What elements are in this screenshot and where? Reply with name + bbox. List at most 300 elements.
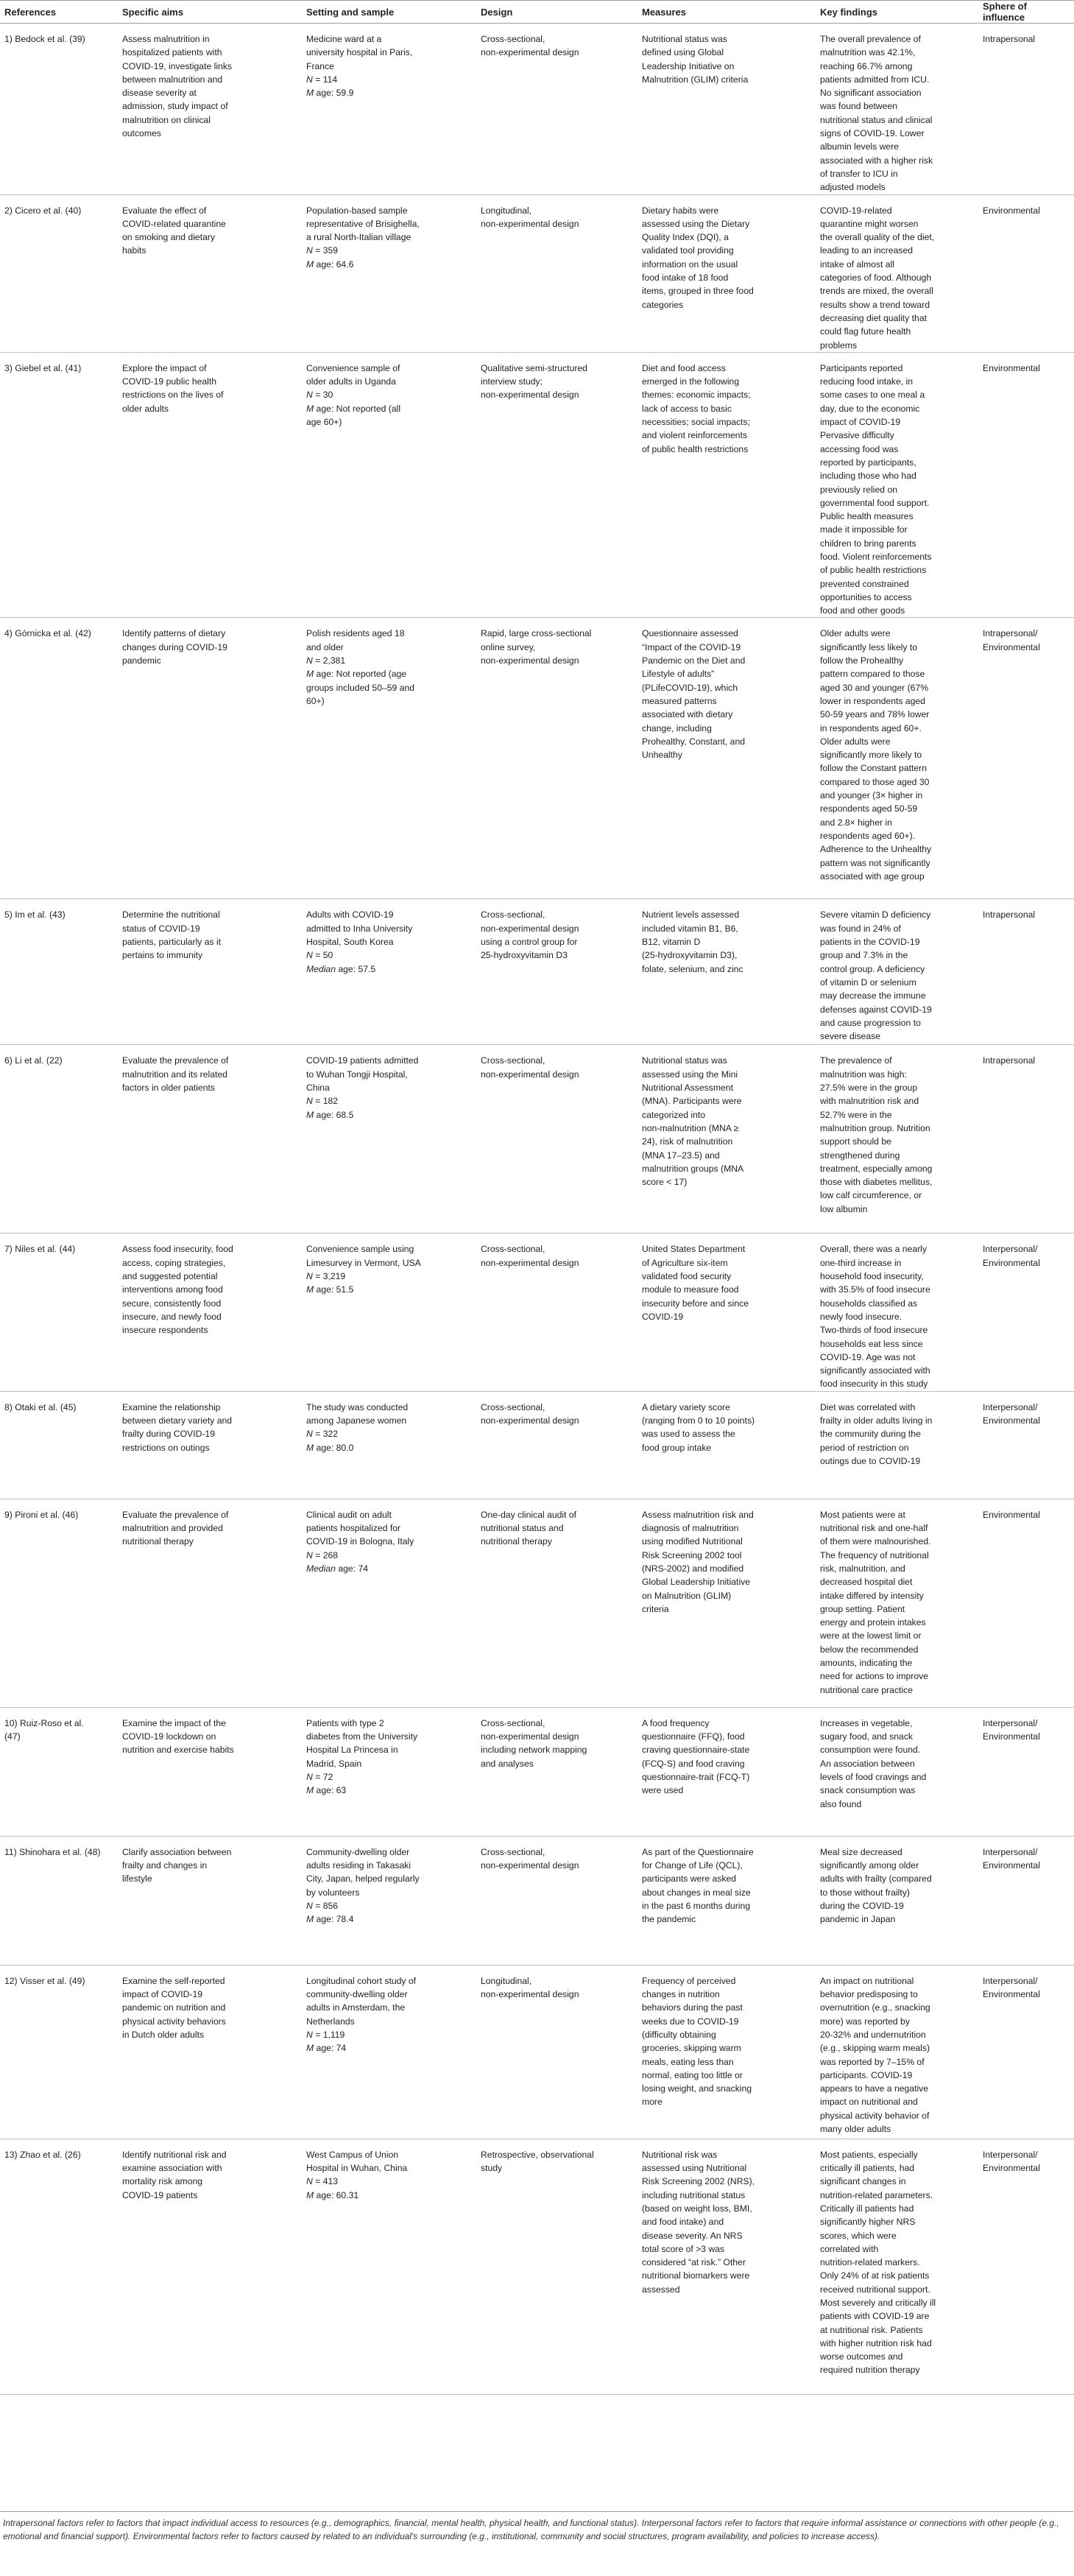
findings-cell-line: required nutrition therapy <box>820 2365 920 2376</box>
aims-cell-line: older adults <box>122 403 169 414</box>
measures-cell-line: for Change of Life (QCL), <box>642 1860 743 1871</box>
findings-cell-line: with higher nutrition risk had <box>820 2337 932 2348</box>
sample-age-value: age: 64.6 <box>314 258 354 270</box>
measures-cell-line: assessed using the Dietary <box>642 218 750 229</box>
table-row <box>0 1836 1074 1965</box>
findings-cell-line: An impact on nutritional <box>820 1975 914 1986</box>
findings-cell-line: accessing food was <box>820 443 899 454</box>
measures-cell-line: assessed using Nutritional <box>642 2163 747 2174</box>
design-cell-line: using a control group for <box>481 937 578 948</box>
findings-cell-line: critically ill patients, had <box>820 2163 915 2174</box>
aims-cell-line: interventions among food <box>122 1284 223 1295</box>
aims-cell-line: examine association with <box>122 2163 222 2174</box>
findings-cell-line: impact of COVID-19 <box>820 417 901 428</box>
findings-cell-line: albumin levels were <box>820 141 900 152</box>
aims-cell-line: Assess malnutrition in <box>122 34 210 44</box>
aims-cell-line: between dietary variety and <box>122 1415 233 1426</box>
findings-cell-line: Diet was correlated with <box>820 1401 916 1412</box>
sample-size <box>306 1270 472 1283</box>
measures-cell-line: disease severity. An NRS <box>642 2230 743 2241</box>
table-header-row <box>0 1 1074 24</box>
measures-cell <box>637 899 816 1045</box>
sample-age-value: age: 51.5 <box>314 1284 354 1295</box>
findings-cell-line: Most patients were at <box>820 1509 905 1520</box>
sample-age-label: M <box>306 258 314 270</box>
table-row <box>0 1391 1074 1499</box>
findings-cell-line: with malnutrition risk and <box>820 1096 919 1107</box>
findings-cell-line: governmental food support. <box>820 497 930 508</box>
sample-age-label: M <box>306 1109 314 1120</box>
setting-cell-line: adults in Amsterdam, the <box>306 2002 406 2013</box>
sample-age-value: age: Not reported (age <box>314 669 407 680</box>
findings-cell-line: was found between <box>820 101 898 112</box>
header-references: References <box>0 1 118 24</box>
sample-size <box>306 1770 472 1784</box>
setting-cell-line: Medicine ward at a <box>306 34 382 44</box>
aims-cell-line: frailty during COVID-19 <box>122 1429 215 1440</box>
sample-size-label: N <box>306 1096 313 1107</box>
measures-cell-line: Malnutrition (GLIM) criteria <box>642 74 749 85</box>
findings-cell-line: follow the Constant pattern <box>820 763 927 774</box>
aims-cell-line: changes during COVID-19 <box>122 641 227 652</box>
findings-cell-line: correlated with <box>820 2243 879 2254</box>
findings-cell-line: physical activity behavior of <box>820 2110 930 2121</box>
findings-cell-line: many older adults <box>820 2124 891 2134</box>
measures-cell <box>637 1836 816 1965</box>
measures-cell-line: (PLifeCOVID-19), which <box>642 682 738 693</box>
findings-cell-line: signs of COVID-19. Lower <box>820 128 925 139</box>
table-body <box>0 24 1074 2395</box>
findings-cell-line: patients with COVID-19 are <box>820 2311 930 2322</box>
sample-size <box>306 2028 472 2041</box>
findings-cell-line: period of restriction on <box>820 1442 909 1453</box>
table-row <box>0 1045 1074 1234</box>
sample-age <box>306 667 472 680</box>
sample-age-label: Median <box>306 963 336 974</box>
sphere-cell-line: Environmental <box>983 1415 1040 1426</box>
aims-cell-line: Examine the relationship <box>122 1401 221 1412</box>
findings-cell-line: Adherence to the Unhealthy <box>820 844 932 855</box>
findings-cell-line: nutrition-related parameters. <box>820 2189 933 2200</box>
sample-age-value: age: 59.9 <box>314 88 354 99</box>
sample-age-value: age: 80.0 <box>314 1442 354 1453</box>
design-cell-line: and analyses <box>481 1758 534 1769</box>
aims-cell-line: COVID-related quarantine <box>122 218 226 229</box>
measures-cell-line: A dietary variety score <box>642 1401 730 1412</box>
design-cell-line: non-experimental design <box>481 1860 579 1871</box>
design-cell-line: non-experimental design <box>481 923 579 934</box>
setting-cell-line: COVID-19 patients admitted <box>306 1055 419 1066</box>
setting-cell-line: Adults with COVID-19 <box>306 909 394 921</box>
reference-cell-line: 4) Górnicka et al. (42) <box>4 628 91 639</box>
aims-cell-line: lifestyle <box>122 1873 152 1885</box>
findings-cell-line: group and 7.3% in the <box>820 950 908 961</box>
measures-cell-line: Unhealthy <box>642 750 682 761</box>
sample-age-label: M <box>306 1442 314 1453</box>
measures-cell-line: assessed using the Mini <box>642 1069 738 1080</box>
aims-cell <box>118 618 302 899</box>
measures-cell-line: Frequency of perceived <box>642 1975 736 1986</box>
design-cell-line: interview study; <box>481 376 543 387</box>
sample-size-value: = 359 <box>315 245 339 256</box>
design-cell-line: Cross-sectional, <box>481 1401 545 1412</box>
sample-size-value: = 2,381 <box>315 655 346 666</box>
sample-age <box>306 1283 472 1296</box>
setting-cell-line: patients hospitalized for <box>306 1523 401 1534</box>
sphere-cell <box>978 1499 1074 1707</box>
findings-cell-line: (e.g., skipping warm meals) <box>820 2043 930 2054</box>
setting-cell-line: among Japanese women <box>306 1415 407 1426</box>
sphere-cell-line: Intrapersonal/ <box>983 628 1038 639</box>
measures-cell-line: information on the usual <box>642 258 738 270</box>
setting-cell-line: admitted to Inha University <box>306 923 413 934</box>
setting-cell-line: Polish residents aged 18 <box>306 628 405 639</box>
findings-cell-line: lower in respondents aged <box>820 695 925 706</box>
measures-cell-line: Diet and food access <box>642 362 726 373</box>
measures-cell-line: validated food security <box>642 1271 732 1282</box>
measures-cell-line: groceries, skipping warm <box>642 2043 741 2054</box>
reference-cell <box>0 1391 118 1499</box>
setting-cell <box>302 1045 476 1234</box>
header-specific-aims: Specific aims <box>118 1 302 24</box>
measures-cell-line: United States Department <box>642 1244 746 1255</box>
measures-cell-line: craving questionnaire-state <box>642 1745 750 1756</box>
measures-cell-line: B12, vitamin D <box>642 937 701 948</box>
findings-cell-line: of vitamin D or selenium <box>820 976 916 988</box>
measures-cell <box>637 1499 816 1707</box>
setting-cell-line: The study was conducted <box>306 1401 409 1412</box>
sphere-cell-line: Interpersonal/ <box>983 2149 1038 2160</box>
reference-cell <box>0 1836 118 1965</box>
design-cell <box>476 24 637 195</box>
findings-cell <box>816 2139 978 2394</box>
reference-cell <box>0 352 118 618</box>
findings-cell <box>816 1836 978 1965</box>
findings-cell-line: with 35.5% of food insecure <box>820 1284 930 1295</box>
sphere-cell-line: Interpersonal/ <box>983 1975 1038 1986</box>
aims-cell-line: pertains to immunity <box>122 950 203 961</box>
findings-cell <box>816 24 978 195</box>
aims-cell-line: restrictions on the lives of <box>122 390 224 401</box>
setting-cell-line: and older <box>306 641 344 652</box>
aims-cell-line: Evaluate the effect of <box>122 205 207 216</box>
sphere-cell <box>978 1707 1074 1836</box>
findings-cell-line: significantly more likely to <box>820 750 922 761</box>
findings-cell-line: adults with frailty (compared <box>820 1873 932 1885</box>
setting-cell <box>302 194 476 352</box>
findings-cell-line: one-third increase in <box>820 1257 902 1268</box>
design-cell-line: Longitudinal, <box>481 205 532 216</box>
reference-cell-line: 1) Bedock et al. (39) <box>4 34 85 44</box>
findings-cell-line: some cases to one meal a <box>820 390 925 401</box>
sample-age <box>306 258 472 271</box>
measures-cell <box>637 1707 816 1836</box>
measures-cell-line: behaviors during the past <box>642 2002 743 2013</box>
findings-cell-line: the community during the <box>820 1429 921 1440</box>
measures-cell-line: module to measure food <box>642 1284 739 1295</box>
sphere-cell-line: Environmental <box>983 641 1040 652</box>
findings-cell-line: reducing food intake, in <box>820 376 914 387</box>
sample-age-extra-line: groups included 50–59 and <box>306 682 415 693</box>
reference-cell <box>0 1965 118 2139</box>
header-sphere-of-influence: Sphere of influence <box>978 1 1074 24</box>
findings-cell-line: associated with age group <box>820 870 925 881</box>
sphere-cell <box>978 1045 1074 1234</box>
findings-cell <box>816 1391 978 1499</box>
measures-cell <box>637 1391 816 1499</box>
aims-cell-line: status of COVID-19 <box>122 923 200 934</box>
findings-cell-line: Public health measures <box>820 511 914 522</box>
sample-age-value: age: 60.31 <box>314 2189 359 2200</box>
setting-cell-line: Netherlands <box>306 2016 355 2027</box>
findings-cell-line: decreased hospital diet <box>820 1577 913 1588</box>
aims-cell-line: mortality risk among <box>122 2176 203 2187</box>
findings-cell-line: opportunities to access <box>820 591 912 602</box>
findings-cell-line: need for actions to improve <box>820 1671 929 1682</box>
sample-age-extra-line: 60+) <box>306 695 325 706</box>
findings-cell-line: was reported by 7–15% of <box>820 2056 925 2067</box>
setting-cell-line: Convenience sample using <box>306 1244 414 1255</box>
findings-cell-line: results show a trend toward <box>820 299 930 310</box>
aims-cell-line: impact of COVID-19 <box>122 1989 203 2000</box>
findings-cell-line: nutrition-related markers. <box>820 2257 920 2268</box>
table-row <box>0 899 1074 1045</box>
findings-cell-line: of public health restrictions <box>820 565 927 576</box>
setting-cell <box>302 1234 476 1391</box>
findings-cell-line: also found <box>820 1798 862 1809</box>
setting-cell-line: Limesurvey in Vermont, USA <box>306 1257 421 1268</box>
sphere-cell-line: Environmental <box>983 362 1040 373</box>
sample-age-label: Median <box>306 1563 336 1574</box>
design-cell <box>476 899 637 1045</box>
findings-cell-line: respondents aged 60+). <box>820 830 916 841</box>
findings-cell-line: The frequency of nutritional <box>820 1549 929 1560</box>
sample-age <box>306 1912 472 1926</box>
design-cell <box>476 1234 637 1391</box>
sample-age-value: age: Not reported (all <box>314 403 401 414</box>
findings-cell-line: aged 30 and younger (67% <box>820 682 929 693</box>
findings-cell-line: snack consumption was <box>820 1785 916 1796</box>
aims-cell-line: between malnutrition and <box>122 74 223 85</box>
measures-cell-line: (ranging from 0 to 10 points) <box>642 1415 755 1426</box>
sample-size-value: = 182 <box>315 1096 339 1107</box>
findings-cell-line: strengthened during <box>820 1150 900 1161</box>
design-cell-line: non-experimental design <box>481 655 579 666</box>
findings-cell-line: Only 24% of at risk patients <box>820 2270 930 2281</box>
aims-cell-line: frailty and changes in <box>122 1860 208 1871</box>
aims-cell-line: COVID-19, investigate links <box>122 60 233 71</box>
sample-age-value: age: 63 <box>314 1785 347 1796</box>
findings-cell-line: pandemic in Japan <box>820 1914 896 1925</box>
sample-size <box>306 654 472 667</box>
findings-cell-line: received nutritional support. <box>820 2284 930 2295</box>
measures-cell-line: non-malnutrition (MNA ≥ <box>642 1122 739 1133</box>
aims-cell-line: Examine the impact of the <box>122 1717 226 1728</box>
design-cell-line: including network mapping <box>481 1745 587 1756</box>
sample-age <box>306 402 472 415</box>
aims-cell <box>118 2139 302 2394</box>
aims-cell-line: admission, study impact of <box>122 101 228 112</box>
findings-cell-line: Pervasive difficulty <box>820 430 894 441</box>
findings-cell-line: significant changes in <box>820 2176 906 2187</box>
setting-cell-line: Clinical audit on adult <box>306 1509 392 1520</box>
design-cell-line: Cross-sectional, <box>481 34 545 44</box>
aims-cell-line: habits <box>122 245 146 256</box>
reference-cell-line: 12) Visser et al. (49) <box>4 1975 85 1986</box>
measures-cell-line: of Agriculture six-item <box>642 1257 728 1268</box>
sphere-cell-line: Interpersonal/ <box>983 1244 1038 1255</box>
measures-cell-line: Lifestyle of adults” <box>642 669 715 680</box>
findings-cell <box>816 1707 978 1836</box>
measures-cell-line: Risk Screening 2002 (NRS), <box>642 2176 755 2187</box>
findings-cell-line: quarantine might worsen <box>820 218 919 229</box>
measures-cell <box>637 618 816 899</box>
aims-cell <box>118 1836 302 1965</box>
aims-cell-line: secure, consistently food <box>122 1298 222 1309</box>
findings-cell-line: food. Violent reinforcements <box>820 551 932 562</box>
findings-cell-line: at nutritional risk. Patients <box>820 2324 923 2335</box>
sphere-cell <box>978 1836 1074 1965</box>
aims-cell-line: outcomes <box>122 128 161 139</box>
sphere-cell <box>978 1234 1074 1391</box>
aims-cell <box>118 1499 302 1707</box>
measures-cell <box>637 1045 816 1234</box>
setting-cell-line: older adults in Uganda <box>306 376 396 387</box>
design-cell <box>476 1045 637 1234</box>
design-cell-line: nutritional therapy <box>481 1536 552 1547</box>
findings-cell-line: intake of almost all <box>820 258 894 270</box>
findings-cell-line: significantly among older <box>820 1860 919 1871</box>
aims-cell-line: pandemic <box>122 655 161 666</box>
findings-cell-line: and 2.8× higher in <box>820 817 892 828</box>
sample-size <box>306 388 472 401</box>
measures-cell-line: included vitamin B1, B6, <box>642 923 738 934</box>
measures-cell-line: items, grouped in three food <box>642 286 754 297</box>
sphere-cell-line: Intrapersonal <box>983 34 1036 44</box>
aims-cell <box>118 899 302 1045</box>
findings-cell-line: problems <box>820 339 858 351</box>
findings-cell-line: COVID-19-related <box>820 205 892 216</box>
aims-cell-line: Assess food insecurity, food <box>122 1244 233 1255</box>
reference-cell-line: 3) Giebel et al. (41) <box>4 362 82 373</box>
sample-size-value: = 50 <box>315 950 333 961</box>
reference-cell-line: 7) Niles et al. (44) <box>4 1244 76 1255</box>
measures-cell-line: As part of the Questionnaire <box>642 1846 754 1857</box>
measures-cell-line: associated with dietary <box>642 709 733 720</box>
sphere-cell-line: Environmental <box>983 1989 1040 2000</box>
measures-cell-line: weeks due to COVID-19 <box>642 2016 739 2027</box>
measures-cell-line: Nutritional status was <box>642 34 727 44</box>
findings-cell-line: appears to have a negative <box>820 2083 929 2094</box>
sample-age-value: age: 68.5 <box>314 1109 354 1120</box>
aims-cell-line: patients, particularly as it <box>122 937 222 948</box>
aims-cell-line: hospitalized patients with <box>122 47 222 58</box>
reference-cell <box>0 1499 118 1707</box>
setting-cell <box>302 618 476 899</box>
sample-age <box>306 2189 472 2202</box>
measures-cell-line: (MNA 17–23.5) and <box>642 1150 720 1161</box>
findings-cell <box>816 618 978 899</box>
setting-cell <box>302 1391 476 1499</box>
measures-cell-line: measured patterns <box>642 695 717 706</box>
findings-cell-line: Older adults were <box>820 628 891 639</box>
findings-cell-line: to those without frailty) <box>820 1887 910 1898</box>
measures-cell-line: 24), risk of malnutrition <box>642 1136 733 1147</box>
reference-cell <box>0 618 118 899</box>
sample-age-value: age: 74 <box>335 1563 369 1574</box>
sample-age-label: M <box>306 1914 314 1925</box>
sample-size-label: N <box>306 2029 313 2040</box>
measures-cell-line: normal, eating too little or <box>642 2069 743 2080</box>
setting-cell-line: Community-dwelling older <box>306 1846 410 1857</box>
measures-cell-line: insecurity before and since <box>642 1298 749 1309</box>
measures-cell-line: (FCQ-S) and food craving <box>642 1758 745 1769</box>
reference-cell-line: 5) Im et al. (43) <box>4 909 66 921</box>
design-cell <box>476 1836 637 1965</box>
table-footnote: Intrapersonal factors refer to factors that impact individual access to resources (e.g., demographics, financial, mental health, physical health, and functional status). Interpersonal factors refer to factors that require informal assistance or connections with other people (e.g., emotional and financial support). Environmental factors refer to factors caused by related to an individual's surrounding (e.g., institutional, community and social structures, program availability, and policies to increase access). <box>0 2511 1073 2543</box>
aims-cell-line: malnutrition and provided <box>122 1523 223 1534</box>
sample-age <box>306 2041 472 2055</box>
measures-cell-line: Dietary habits were <box>642 205 719 216</box>
sphere-cell-line: Intrapersonal <box>983 909 1036 921</box>
sample-age <box>306 1441 472 1454</box>
aims-cell-line: in Dutch older adults <box>122 2029 205 2040</box>
sample-age <box>306 1562 472 1575</box>
sample-size-value: = 413 <box>315 2176 339 2187</box>
aims-cell-line: restrictions on outings <box>122 1442 210 1453</box>
sample-size-label: N <box>306 1549 313 1560</box>
aims-cell-line: COVID-19 lockdown on <box>122 1731 216 1742</box>
findings-cell-line: made it impossible for <box>820 524 908 535</box>
sample-age-extra-line: age 60+) <box>306 417 342 428</box>
sphere-cell <box>978 2139 1074 2394</box>
sample-size-value: = 268 <box>315 1549 339 1560</box>
aims-cell-line: malnutrition and its related <box>122 1069 227 1080</box>
findings-cell-line: malnutrition was 42.1%, <box>820 47 916 58</box>
measures-cell-line: changes in nutrition <box>642 1989 720 2000</box>
measures-cell-line: food group intake <box>642 1442 712 1453</box>
measures-cell-line: Nutritional Assessment <box>642 1083 733 1094</box>
setting-cell <box>302 24 476 195</box>
findings-cell-line: the overall quality of the diet, <box>820 232 935 243</box>
sphere-cell-line: Environmental <box>983 1257 1040 1268</box>
measures-cell-line: using modified Nutritional <box>642 1536 743 1547</box>
setting-cell-line: community-dwelling older <box>306 1989 408 2000</box>
setting-cell-line: Longitudinal cohort study of <box>306 1975 417 1986</box>
findings-cell <box>816 1045 978 1234</box>
aims-cell-line: nutrition and exercise habits <box>122 1745 234 1756</box>
findings-cell-line: support should be <box>820 1136 891 1147</box>
setting-cell <box>302 1707 476 1836</box>
aims-cell-line: and suggested potential <box>122 1271 218 1282</box>
sphere-cell-line: Environmental <box>983 1509 1040 1520</box>
setting-cell-line: a rural North-Italian village <box>306 232 411 243</box>
header-setting-sample: Setting and sample <box>302 1 476 24</box>
setting-cell-line: Population-based sample <box>306 205 408 216</box>
design-cell <box>476 618 637 899</box>
findings-cell-line: associated with a higher risk <box>820 155 933 166</box>
sample-size <box>306 2175 472 2188</box>
findings-cell-line: could flag future health <box>820 326 911 337</box>
measures-cell-line: losing weight, and snacking <box>642 2083 752 2094</box>
findings-cell-line: consumption were found. <box>820 1745 921 1756</box>
findings-cell-line: Older adults were <box>820 736 891 747</box>
findings-cell-line: may decrease the immune <box>820 990 926 1002</box>
header-design: Design <box>476 1 637 24</box>
measures-cell-line: (difficulty obtaining <box>642 2029 716 2040</box>
measures-cell <box>637 1234 816 1391</box>
measures-cell-line: on Malnutrition (GLIM) <box>642 1590 732 1601</box>
